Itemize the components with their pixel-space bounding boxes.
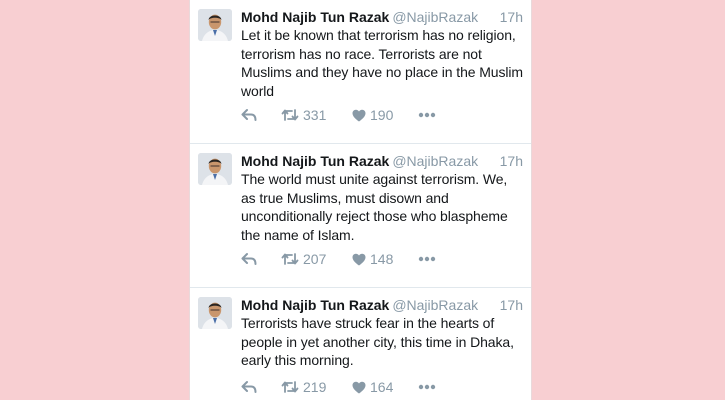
heart-icon (352, 253, 366, 266)
heart-icon (352, 381, 366, 394)
reply-button[interactable] (241, 249, 257, 269)
tweet-feed (189, 0, 532, 400)
more-icon (418, 384, 436, 390)
like-count: 148 (370, 251, 394, 267)
retweet-icon (281, 108, 299, 122)
tweet-actions (241, 105, 521, 125)
author-handle[interactable]: @NajibRazak (392, 297, 479, 313)
like-count: 164 (370, 379, 394, 395)
tweet[interactable] (190, 144, 531, 288)
retweet-icon (281, 380, 299, 394)
tweet-header (241, 8, 523, 26)
like-button[interactable] (352, 377, 393, 397)
retweet-count: 207 (303, 251, 327, 267)
tweet-text: Let it be known that terrorism has no religion, terrorism has no race. Terrorists are not Muslims and they have no place in the Muslim world (241, 27, 523, 99)
reply-icon (241, 380, 257, 394)
tweet[interactable] (190, 0, 531, 144)
like-count: 190 (370, 107, 394, 123)
retweet-icon (281, 252, 299, 266)
tweet-header (241, 296, 523, 314)
retweet-count: 331 (303, 107, 327, 123)
tweet-header (241, 152, 523, 170)
more-options-button[interactable] (418, 377, 436, 397)
tweet-timestamp[interactable]: 17h (499, 153, 523, 169)
tweet-actions (241, 377, 521, 397)
avatar[interactable] (198, 297, 232, 329)
reply-icon (241, 252, 257, 266)
reply-button[interactable] (241, 377, 257, 397)
tweet-text: Terrorists have struck fear in the hearts of people in yet another city, this time in Dhaka, early this morning. (241, 315, 514, 368)
avatar[interactable] (198, 9, 232, 41)
author-name[interactable]: Mohd Najib Tun Razak (241, 297, 390, 313)
more-icon (418, 256, 436, 262)
tweet-actions (241, 249, 521, 269)
retweet-button[interactable] (281, 377, 326, 397)
author-name[interactable]: Mohd Najib Tun Razak (241, 9, 390, 25)
more-options-button[interactable] (418, 249, 436, 269)
tweet-timestamp[interactable]: 17h (499, 297, 523, 313)
tweet-text: The world must unite against terrorism. We, as true Muslims, must disown and unconditionally reject those who blaspheme the name of Islam. (241, 171, 508, 243)
more-icon (418, 112, 436, 118)
author-handle[interactable]: @NajibRazak (392, 153, 479, 169)
avatar[interactable] (198, 153, 232, 185)
reply-button[interactable] (241, 105, 257, 125)
retweet-button[interactable] (281, 249, 326, 269)
reply-icon (241, 108, 257, 122)
tweet[interactable] (190, 288, 531, 400)
heart-icon (352, 109, 366, 122)
tweet-timestamp[interactable]: 17h (499, 9, 523, 25)
like-button[interactable] (352, 249, 393, 269)
author-name[interactable]: Mohd Najib Tun Razak (241, 153, 390, 169)
retweet-button[interactable] (281, 105, 326, 125)
author-handle[interactable]: @NajibRazak (392, 9, 479, 25)
like-button[interactable] (352, 105, 393, 125)
retweet-count: 219 (303, 379, 327, 395)
more-options-button[interactable] (418, 105, 436, 125)
